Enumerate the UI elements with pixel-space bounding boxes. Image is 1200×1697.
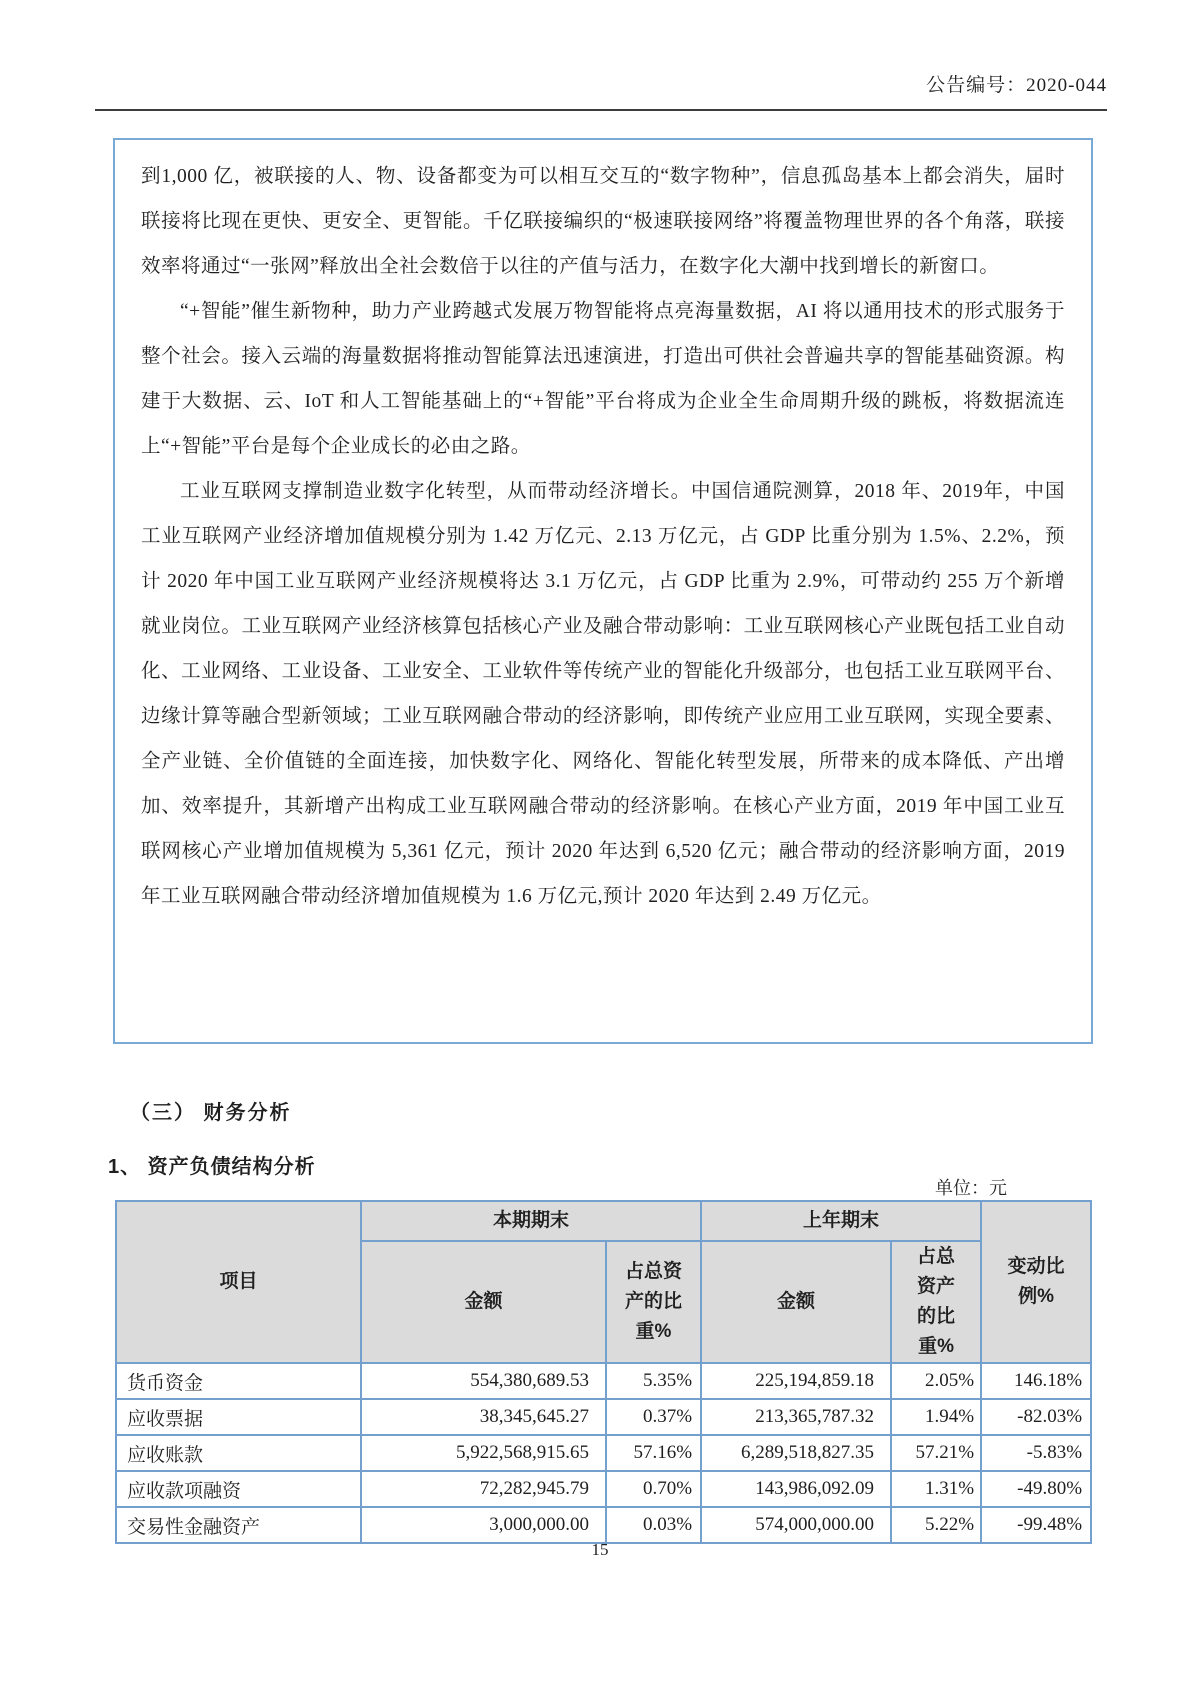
page-number: 15: [591, 1540, 609, 1559]
cell-ratio-prior: 1.31%: [891, 1471, 981, 1507]
table-row: [116, 1363, 1091, 1399]
table-row: [116, 1399, 1091, 1435]
cell-amount-current: 554,380,689.53: [361, 1363, 606, 1399]
col-group-prior-year: 上年期末: [701, 1201, 981, 1241]
cell-ratio-prior: 57.21%: [891, 1435, 981, 1471]
cell-amount-prior: 225,194,859.18: [701, 1363, 891, 1399]
body-text-box: [113, 138, 1093, 1044]
cell-change-ratio: -49.80%: [981, 1471, 1091, 1507]
cell-amount-prior: 143,986,092.09: [701, 1471, 891, 1507]
cell-change-ratio: -82.03%: [981, 1399, 1091, 1435]
table-row: [116, 1435, 1091, 1471]
cell-amount-prior: 6,289,518,827.35: [701, 1435, 891, 1471]
cell-ratio-current: 0.37%: [606, 1399, 701, 1435]
cell-amount-prior: 574,000,000.00: [701, 1507, 891, 1543]
cell-ratio-prior: 2.05%: [891, 1363, 981, 1399]
cell-ratio-current: 5.35%: [606, 1363, 701, 1399]
unit-label: 单位：元: [935, 1178, 1007, 1198]
cell-ratio-prior: 5.22%: [891, 1507, 981, 1543]
cell-amount-current: 72,282,945.79: [361, 1471, 606, 1507]
cell-item: 应收款项融资: [116, 1471, 361, 1507]
paragraph-ai: “+智能”催生新物种，助力产业跨越式发展万物智能将点亮海量数据，AI 将以通用技术的形式服务于整个社会。接入云端的海量数据将推动智能算法迅速演进，打造出可供社会普遍共享的智能基础资源。构建于大数据、云、IoT 和人工智能基础上的“+智能”平台将成为企业全生命周期升级的跳板，将数据流连上“+智能”平台是每个企业成长的必由之路。: [141, 301, 1065, 457]
paragraph-industrial-internet: 工业互联网支撑制造业数字化转型，从而带动经济增长。中国信通院测算，2018 年、2019年，中国工业互联网产业经济增加值规模分别为 1.42 万亿元、2.13 万亿元，占 GDP 比重分别为 1.5%、2.2%，预计 2020 年中国工业互联网产业经济规模将达 3.1 万亿元，占 GDP 比重为 2.9%，可带动约 255 万个新增就业岗位。工业互联网产业经济核算包括核心产业及融合带动影响：工业互联网核心产业既包括工业自动化、工业网络、工业设备、工业安全、工业软件等传统产业的智能化升级部分，也包括工业互联网平台、边缘计算等融合型新领域；工业互联网融合带动的经济影响，即传统产业应用工业互联网，实现全要素、全产业链、全价值链的全面连接，加快数字化、网络化、智能化转型发展，所带来的成本降低、产出增加、效率提升，其新增产出构成工业互联网融合带动的经济影响。在核心产业方面，2019 年中国工业互联网核心产业增加值规模为 5,361 亿元，预计 2020 年达到 6,520 亿元；融合带动的经济影响方面，2019年工业互联网融合带动经济增加值规模为 1.6 万亿元,预计 2020 年达到 2.49 万亿元。: [141, 481, 1065, 907]
table-header-group-row: [116, 1201, 1091, 1241]
table-row: [116, 1507, 1091, 1543]
section-heading-financial-analysis: （三） 财务分析: [130, 1102, 292, 1124]
col-header-change-ratio: 变动比例%: [981, 1201, 1091, 1363]
cell-item: 货币资金: [116, 1363, 361, 1399]
cell-change-ratio: 146.18%: [981, 1363, 1091, 1399]
cell-ratio-current: 0.03%: [606, 1507, 701, 1543]
table-row: [116, 1471, 1091, 1507]
cell-ratio-prior: 1.94%: [891, 1399, 981, 1435]
cell-change-ratio: -5.83%: [981, 1435, 1091, 1471]
paragraph-connect: 到1,000 亿，被联接的人、物、设备都变为可以相互交互的“数字物种”，信息孤岛基本上都会消失，届时联接将比现在更快、更安全、更智能。千亿联接编织的“极速联接网络”将覆盖物理世界的各个角落，联接效率将通过“一张网”释放出全社会数倍于以往的产值与活力，在数字化大潮中找到增长的新窗口。: [141, 166, 1065, 277]
col-group-current-period: 本期期末: [361, 1201, 701, 1241]
cell-item: 交易性金融资产: [116, 1507, 361, 1543]
cell-item: 应收票据: [116, 1399, 361, 1435]
subsection-heading-balance-structure: 1、 资产负债结构分析: [108, 1156, 316, 1178]
cell-amount-current: 5,922,568,915.65: [361, 1435, 606, 1471]
balance-structure-table: [115, 1200, 1092, 1544]
cell-ratio-current: 57.16%: [606, 1435, 701, 1471]
cell-change-ratio: -99.48%: [981, 1507, 1091, 1543]
col-header-amount-current: 金额: [361, 1241, 606, 1363]
cell-amount-current: 3,000,000.00: [361, 1507, 606, 1543]
cell-amount-current: 38,345,645.27: [361, 1399, 606, 1435]
col-header-ratio-current: 占总资产的比重%: [606, 1241, 701, 1363]
col-header-ratio-prior: 占总资产的比重%: [891, 1241, 981, 1363]
col-header-item: 项目: [116, 1201, 361, 1363]
cell-ratio-current: 0.70%: [606, 1471, 701, 1507]
cell-amount-prior: 213,365,787.32: [701, 1399, 891, 1435]
cell-item: 应收账款: [116, 1435, 361, 1471]
announcement-number: 公告编号：2020-044: [95, 70, 1107, 111]
col-header-amount-prior: 金额: [701, 1241, 891, 1363]
